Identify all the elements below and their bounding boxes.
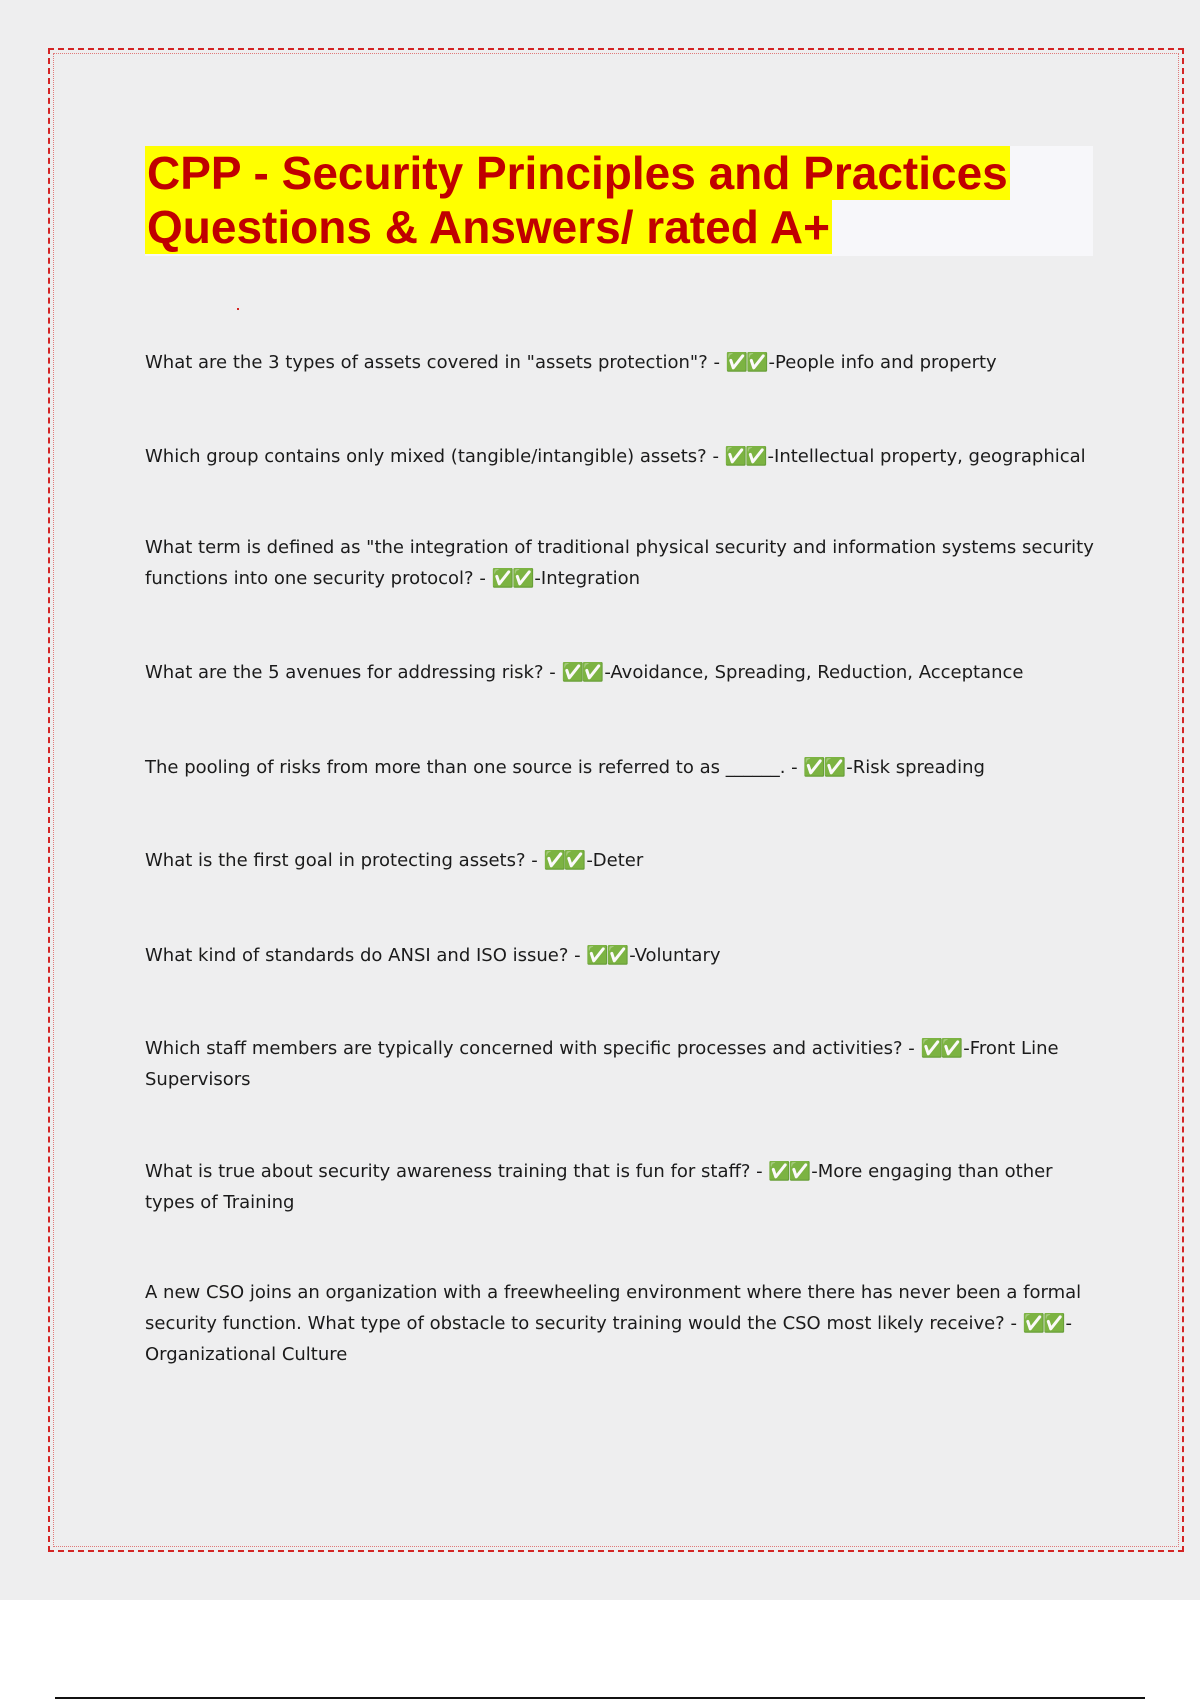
double-check-icon: ✅✅: [724, 446, 766, 467]
qa-item: [145, 1033, 1095, 1095]
question-text: Which group contains only mixed (tangible/intangible) assets? -: [145, 446, 719, 467]
qa-item: [145, 940, 1095, 971]
title-line-2: Questions & Answers/ rated A+: [147, 201, 830, 253]
double-check-icon: ✅✅: [725, 352, 767, 373]
question-text: What kind of standards do ANSI and ISO issue? -: [145, 945, 581, 966]
question-text: What are the 3 types of assets covered in "assets protection"? -: [145, 352, 720, 373]
qa-item: [145, 657, 1095, 688]
qa-item: [145, 441, 1095, 472]
answer-text: -Voluntary: [629, 945, 721, 966]
double-check-icon: ✅✅: [586, 945, 628, 966]
double-check-icon: ✅✅: [491, 568, 533, 589]
double-check-icon: ✅✅: [803, 757, 845, 778]
qa-item: [145, 532, 1095, 594]
answer-text: -Front Line Supervisors: [145, 1038, 1059, 1090]
footer-divider: [55, 1697, 1145, 1699]
answer-text: -More engaging than other types of Training: [145, 1161, 1053, 1213]
answer-text: -Deter: [586, 850, 644, 871]
qa-item: [145, 347, 1095, 378]
double-check-icon: ✅✅: [768, 1161, 810, 1182]
question-text: What is the first goal in protecting assets? -: [145, 850, 538, 871]
qa-item: [145, 1277, 1095, 1370]
document-title: [145, 146, 1093, 256]
title-line-1: CPP - Security Principles and Practices: [147, 147, 1008, 199]
double-check-icon: ✅✅: [561, 662, 603, 683]
question-text: What term is defined as "the integration of traditional physical security and information systems security functions into one security protocol? -: [145, 537, 1094, 589]
qa-item: [145, 752, 1095, 783]
answer-text: -Intellectual property, geographical: [767, 446, 1086, 467]
question-text: What are the 5 avenues for addressing risk? -: [145, 662, 556, 683]
double-check-icon: ✅✅: [920, 1038, 962, 1059]
stray-mark: [237, 308, 239, 310]
question-text: A new CSO joins an organization with a freewheeling environment where there has never been a formal security function. What type of obstacle to security training would the CSO most likely receive? -: [145, 1282, 1082, 1334]
double-check-icon: ✅✅: [1022, 1313, 1064, 1334]
question-text: Which staff members are typically concerned with specific processes and activities? -: [145, 1038, 915, 1059]
answer-text: -Avoidance, Spreading, Reduction, Acceptance: [604, 662, 1024, 683]
qa-item: [145, 845, 1095, 876]
question-text: The pooling of risks from more than one source is referred to as ______. -: [145, 757, 798, 778]
double-check-icon: ✅✅: [543, 850, 585, 871]
answer-text: -People info and property: [768, 352, 997, 373]
answer-text: -Risk spreading: [846, 757, 985, 778]
qa-item: [145, 1156, 1095, 1218]
question-text: What is true about security awareness training that is fun for staff? -: [145, 1161, 763, 1182]
answer-text: -Organizational Culture: [145, 1313, 1072, 1365]
answer-text: -Integration: [534, 568, 641, 589]
